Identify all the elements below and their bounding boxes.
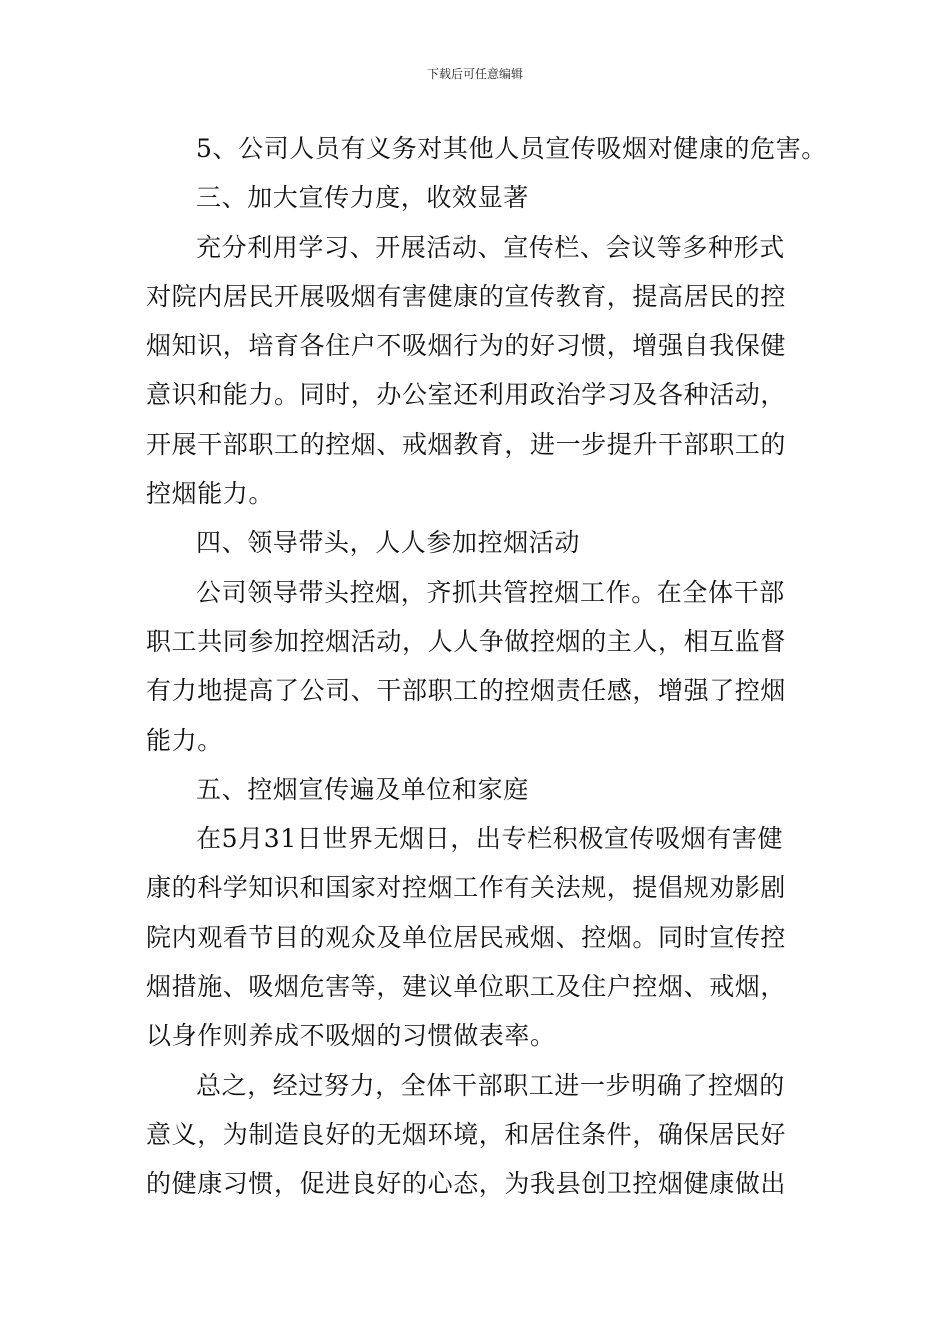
section-heading-5: 五、控烟宣传遍及单位和家庭: [196, 774, 529, 804]
paragraph-line: 充分利用学习、开展活动、宣传栏、会议等多种形式: [196, 232, 785, 262]
paragraph-line: 对院内居民开展吸烟有害健康的宣传教育，提高居民的控: [146, 281, 787, 311]
paragraph-line: 的健康习惯，促进良好的心态，为我县创卫控烟健康做出: [146, 1169, 787, 1199]
paragraph-line: 有力地提高了公司、干部职工的控烟责任感，增强了控烟: [146, 676, 787, 706]
paragraph-line: 职工共同参加控烟活动，人人争做控烟的主人，相互监督: [146, 626, 787, 656]
paragraph-line: 康的科学知识和国家对控烟工作有关法规，提倡规劝影剧: [146, 873, 787, 903]
section-heading-4: 四、领导带头，人人参加控烟活动: [196, 528, 581, 558]
paragraph-line: 能力。: [146, 725, 223, 755]
document-body: [146, 124, 827, 1209]
section-heading-3: 三、加大宣传力度，收效显著: [196, 183, 529, 213]
paragraph-line: 公司领导带头控烟，齐抓共管控烟工作。在全体干部: [196, 577, 785, 607]
list-item-5: 5、公司人员有义务对其他人员宣传吸烟对健康的危害。: [196, 134, 827, 163]
paragraph-line: 控烟能力。: [146, 479, 275, 509]
paragraph-line: 院内观看节目的观众及单位居民戒烟、控烟。同时宣传控: [146, 922, 787, 952]
paragraph-line: 以身作则养成不吸烟的习惯做表率。: [146, 1021, 556, 1051]
page-header: 下载后可任意编辑: [426, 67, 523, 81]
paragraph-line: 总之，经过努力，全体干部职工进一步明确了控烟的: [196, 1070, 785, 1100]
paragraph-line: 烟措施、吸烟危害等，建议单位职工及住户控烟、戒烟，: [146, 972, 787, 1002]
paragraph-line: 开展干部职工的控烟、戒烟教育，进一步提升干部职工的: [146, 429, 787, 459]
paragraph-line: 意识和能力。同时，办公室还利用政治学习及各种活动，: [146, 380, 787, 410]
paragraph-line: 意义，为制造良好的无烟环境，和居住条件，确保居民好: [146, 1119, 787, 1149]
paragraph-line: 在5月31日世界无烟日，出专栏积极宣传吸烟有害健: [196, 824, 784, 854]
paragraph-line: 烟知识，培育各住户不吸烟行为的好习惯，增强自我保健: [146, 331, 787, 361]
